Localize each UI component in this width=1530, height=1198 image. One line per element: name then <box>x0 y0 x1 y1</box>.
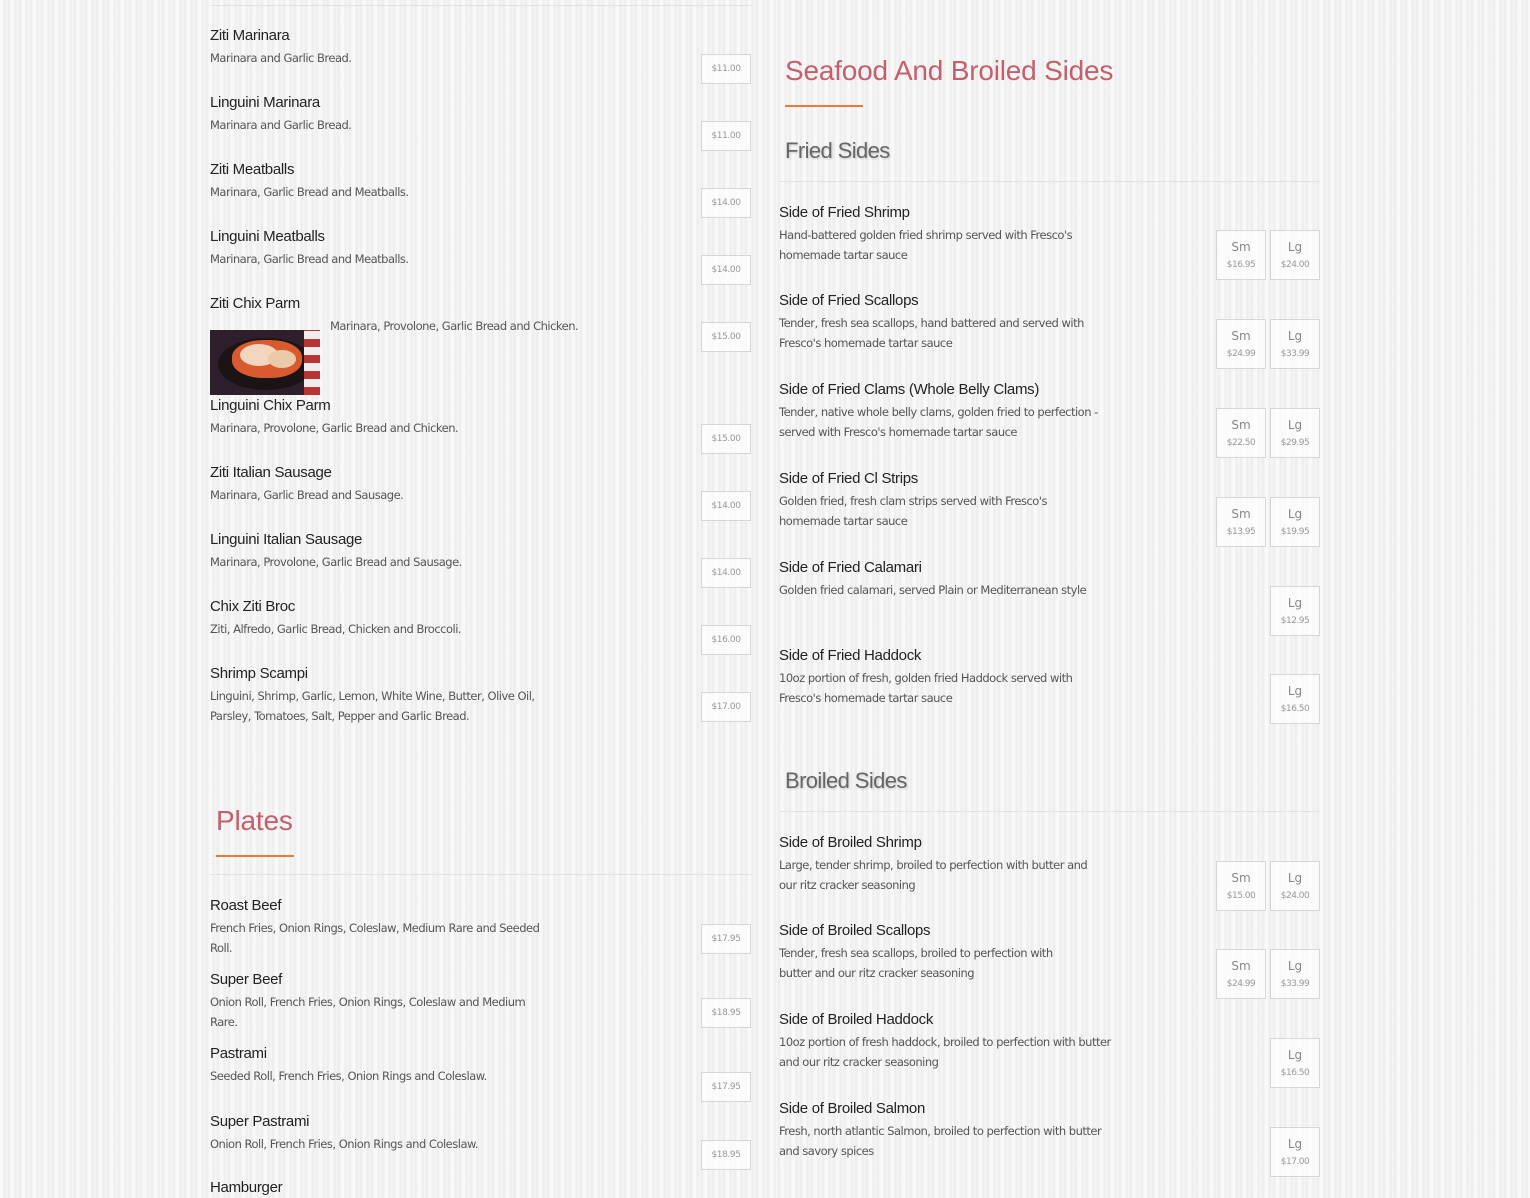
item-description: Linguini, Shrimp, Garlic, Lemon, White Wine, Butter, Olive Oil, Parsley, Tomatoes, Salt, Pepper and Garlic Bread. <box>210 689 535 723</box>
size-label: Lg <box>1287 684 1303 698</box>
menu-item-super-pastrami[interactable] <box>210 1112 751 1160</box>
price-button[interactable]: $17.00 <box>701 692 751 722</box>
menu-item-roast-beef[interactable] <box>210 896 751 958</box>
item-name: Side of Broiled Scallops <box>779 922 931 939</box>
item-description: Large, tender shrimp, broiled to perfection with butter and our ritz cracker seasoning <box>779 858 1088 892</box>
item-description: Tender, fresh sea scallops, hand battered and served with Fresco's homemade tartar sauce <box>779 316 1084 350</box>
small-size-option[interactable] <box>1216 319 1266 369</box>
item-name: Linguini Italian Sausage <box>210 531 363 548</box>
large-size-option[interactable] <box>1270 408 1320 458</box>
item-description: Hand-battered golden fried shrimp served with Fresco's homemade tartar sauce <box>779 228 1073 262</box>
item-name: Hamburger <box>210 1179 283 1196</box>
menu-item-linguini-chix-parm[interactable] <box>210 396 751 444</box>
section-divider <box>779 181 1320 182</box>
item-name: Chix Ziti Broc <box>210 598 295 615</box>
large-size-option[interactable] <box>1270 1127 1320 1177</box>
price-button[interactable]: $18.95 <box>701 998 751 1028</box>
small-size-option[interactable] <box>1216 230 1266 280</box>
item-name: Super Beef <box>210 971 283 988</box>
size-price: $22.50 <box>1226 438 1256 448</box>
item-description: Marinara, Provolone, Garlic Bread and Chicken. <box>210 421 459 435</box>
item-name: Linguini Meatballs <box>210 228 325 245</box>
section-divider <box>779 811 1320 812</box>
item-name: Side of Broiled Haddock <box>779 1011 934 1028</box>
item-description: Fresh, north atlantic Salmon, broiled to perfection with butter and savory spices <box>779 1124 1102 1158</box>
ziti-chix-parm-photo[interactable] <box>210 330 320 395</box>
price-button[interactable]: $18.95 <box>701 1140 751 1170</box>
size-price: $12.95 <box>1280 616 1310 626</box>
item-name: Pastrami <box>210 1045 267 1062</box>
size-price: $29.95 <box>1280 438 1310 448</box>
item-description: Marinara, Garlic Bread and Meatballs. <box>210 252 409 266</box>
large-size-option[interactable] <box>1270 1038 1320 1088</box>
size-label: Sm <box>1231 871 1251 885</box>
menu-item-side-broiled-salmon[interactable] <box>779 1099 1320 1167</box>
menu-item-pastrami[interactable] <box>210 1044 751 1092</box>
item-description: Marinara, Provolone, Garlic Bread and Sausage. <box>210 555 462 569</box>
price-button[interactable]: $15.00 <box>701 424 751 454</box>
item-description: Tender, native whole belly clams, golden fried to perfection - served with Fresco's homemade tartar sauce <box>779 405 1098 439</box>
small-size-option[interactable] <box>1216 861 1266 911</box>
item-description: Golden fried calamari, served Plain or Mediterranean style <box>779 583 1087 597</box>
seafood-section-title: Seafood And Broiled Sides <box>785 55 1114 86</box>
item-name: Side of Fried Cl Strips <box>779 470 918 487</box>
size-label: Lg <box>1287 1048 1303 1062</box>
item-description: Tender, fresh sea scallops, broiled to perfection with butter and our ritz cracker seasoning <box>779 946 1053 980</box>
menu-item-linguini-meatballs[interactable] <box>210 227 751 275</box>
item-name: Ziti Italian Sausage <box>210 464 332 481</box>
small-size-option[interactable] <box>1216 408 1266 458</box>
size-price: $24.99 <box>1226 979 1256 989</box>
item-description: Marinara and Garlic Bread. <box>210 51 352 65</box>
large-size-option[interactable] <box>1270 949 1320 999</box>
size-price: $19.95 <box>1280 527 1310 537</box>
item-name: Side of Broiled Salmon <box>779 1100 925 1117</box>
menu-item-hamburger[interactable] <box>210 1178 751 1198</box>
size-price: $24.00 <box>1280 891 1310 901</box>
price-button[interactable]: $14.00 <box>701 188 751 218</box>
size-price: $16.50 <box>1280 1068 1310 1078</box>
size-price: $13.95 <box>1226 527 1256 537</box>
item-name: Linguini Marinara <box>210 94 320 111</box>
item-description: Ziti, Alfredo, Garlic Bread, Chicken and Broccoli. <box>210 622 462 636</box>
price-button[interactable]: $14.00 <box>701 255 751 285</box>
size-price: $16.95 <box>1226 260 1256 270</box>
title-underline <box>785 105 863 107</box>
item-description: 10oz portion of fresh, golden fried Haddock served with Fresco's homemade tartar sauce <box>779 671 1073 705</box>
broiled-sides-subtitle: Broiled Sides <box>785 768 907 793</box>
item-name: Super Pastrami <box>210 1113 310 1130</box>
item-description: Marinara, Provolone, Garlic Bread and Chicken. <box>330 319 579 333</box>
size-label: Lg <box>1287 871 1303 885</box>
size-price: $24.99 <box>1226 349 1256 359</box>
large-size-option[interactable] <box>1270 230 1320 280</box>
menu-item-chix-ziti-broc[interactable] <box>210 597 751 645</box>
item-description: Onion Roll, French Fries, Onion Rings, Coleslaw and Medium Rare. <box>210 995 526 1029</box>
item-name: Ziti Marinara <box>210 27 290 44</box>
item-description: 10oz portion of fresh haddock, broiled to perfection with butter and our ritz cracker seasoning <box>779 1035 1111 1069</box>
price-button[interactable]: $15.00 <box>701 322 751 352</box>
size-label: Sm <box>1231 240 1251 254</box>
menu-item-linguini-marinara[interactable] <box>210 93 751 141</box>
menu-item-ziti-italian-sausage[interactable] <box>210 463 751 511</box>
item-description: Golden fried, fresh clam strips served with Fresco's homemade tartar sauce <box>779 494 1047 528</box>
size-label: Lg <box>1287 507 1303 521</box>
price-button[interactable]: $14.00 <box>701 558 751 588</box>
plates-section-title: Plates <box>216 805 293 836</box>
item-description: French Fries, Onion Rings, Coleslaw, Medium Rare and Seeded Roll. <box>210 921 540 955</box>
large-size-option[interactable] <box>1270 319 1320 369</box>
title-underline <box>216 855 294 857</box>
price-button[interactable]: $14.00 <box>701 491 751 521</box>
small-size-option[interactable] <box>1216 949 1266 999</box>
size-label: Lg <box>1287 329 1303 343</box>
item-name: Side of Broiled Shrimp <box>779 834 922 851</box>
menu-item-ziti-meatballs[interactable] <box>210 160 751 208</box>
item-name: Side of Fried Haddock <box>779 647 922 664</box>
menu-item-ziti-marinara[interactable] <box>210 26 751 74</box>
size-label: Sm <box>1231 418 1251 432</box>
item-name: Roast Beef <box>210 897 282 914</box>
size-price: $33.99 <box>1280 349 1310 359</box>
small-size-option[interactable] <box>1216 497 1266 547</box>
menu-item-ziti-chix-parm[interactable] <box>210 294 751 342</box>
large-size-option[interactable] <box>1270 497 1320 547</box>
size-price: $16.50 <box>1280 704 1310 714</box>
size-price: $24.00 <box>1280 260 1310 270</box>
section-divider <box>210 874 751 875</box>
menu-item-super-beef[interactable] <box>210 970 751 1032</box>
item-description: Marinara, Garlic Bread and Sausage. <box>210 488 404 502</box>
size-label: Sm <box>1231 507 1251 521</box>
price-button[interactable]: $11.00 <box>701 121 751 151</box>
menu-item-side-fried-haddock[interactable] <box>779 646 1320 714</box>
price-button[interactable]: $16.00 <box>701 625 751 655</box>
price-button[interactable]: $11.00 <box>701 54 751 84</box>
large-size-option[interactable] <box>1270 861 1320 911</box>
menu-item-side-broiled-shrimp[interactable] <box>779 833 1320 901</box>
item-name: Side of Fried Shrimp <box>779 204 910 221</box>
menu-item-side-fried-clams[interactable] <box>779 380 1320 448</box>
menu-item-side-fried-calamari[interactable] <box>779 558 1320 626</box>
price-button[interactable]: $17.95 <box>701 924 751 954</box>
large-size-option[interactable] <box>1270 586 1320 636</box>
large-size-option[interactable] <box>1270 674 1320 724</box>
price-button[interactable]: $17.95 <box>701 1072 751 1102</box>
size-price: $17.00 <box>1280 1157 1310 1167</box>
item-name: Ziti Chix Parm <box>210 295 300 312</box>
section-divider <box>210 5 751 6</box>
menu-item-side-broiled-haddock[interactable] <box>779 1010 1320 1078</box>
size-label: Lg <box>1287 959 1303 973</box>
menu-item-side-broiled-scallops[interactable] <box>779 921 1320 989</box>
item-name: Side of Fried Clams (Whole Belly Clams) <box>779 381 1040 398</box>
menu-item-linguini-italian-sausage[interactable] <box>210 530 751 578</box>
size-price: $33.99 <box>1280 979 1310 989</box>
size-label: Lg <box>1287 240 1303 254</box>
menu-item-side-fried-scallops[interactable] <box>779 291 1320 359</box>
item-description: Marinara, Garlic Bread and Meatballs. <box>210 185 409 199</box>
menu-item-shrimp-scampi[interactable] <box>210 664 751 726</box>
item-name: Ziti Meatballs <box>210 161 295 178</box>
item-description: Marinara and Garlic Bread. <box>210 118 352 132</box>
size-label: Lg <box>1287 1137 1303 1151</box>
size-label: Lg <box>1287 596 1303 610</box>
fried-sides-subtitle: Fried Sides <box>785 138 890 163</box>
item-name: Side of Fried Scallops <box>779 292 919 309</box>
menu-item-side-fried-clam-strips[interactable] <box>779 469 1320 537</box>
size-label: Lg <box>1287 418 1303 432</box>
item-name: Linguini Chix Parm <box>210 397 331 414</box>
size-label: Sm <box>1231 329 1251 343</box>
menu-item-side-fried-shrimp[interactable] <box>779 203 1320 270</box>
item-name: Shrimp Scampi <box>210 665 308 682</box>
size-price: $15.00 <box>1226 891 1256 901</box>
item-name: Side of Fried Calamari <box>779 559 922 576</box>
item-description: Onion Roll, French Fries, Onion Rings and Coleslaw. <box>210 1137 478 1151</box>
item-description: Seeded Roll, French Fries, Onion Rings and Coleslaw. <box>210 1069 487 1083</box>
size-label: Sm <box>1231 959 1251 973</box>
